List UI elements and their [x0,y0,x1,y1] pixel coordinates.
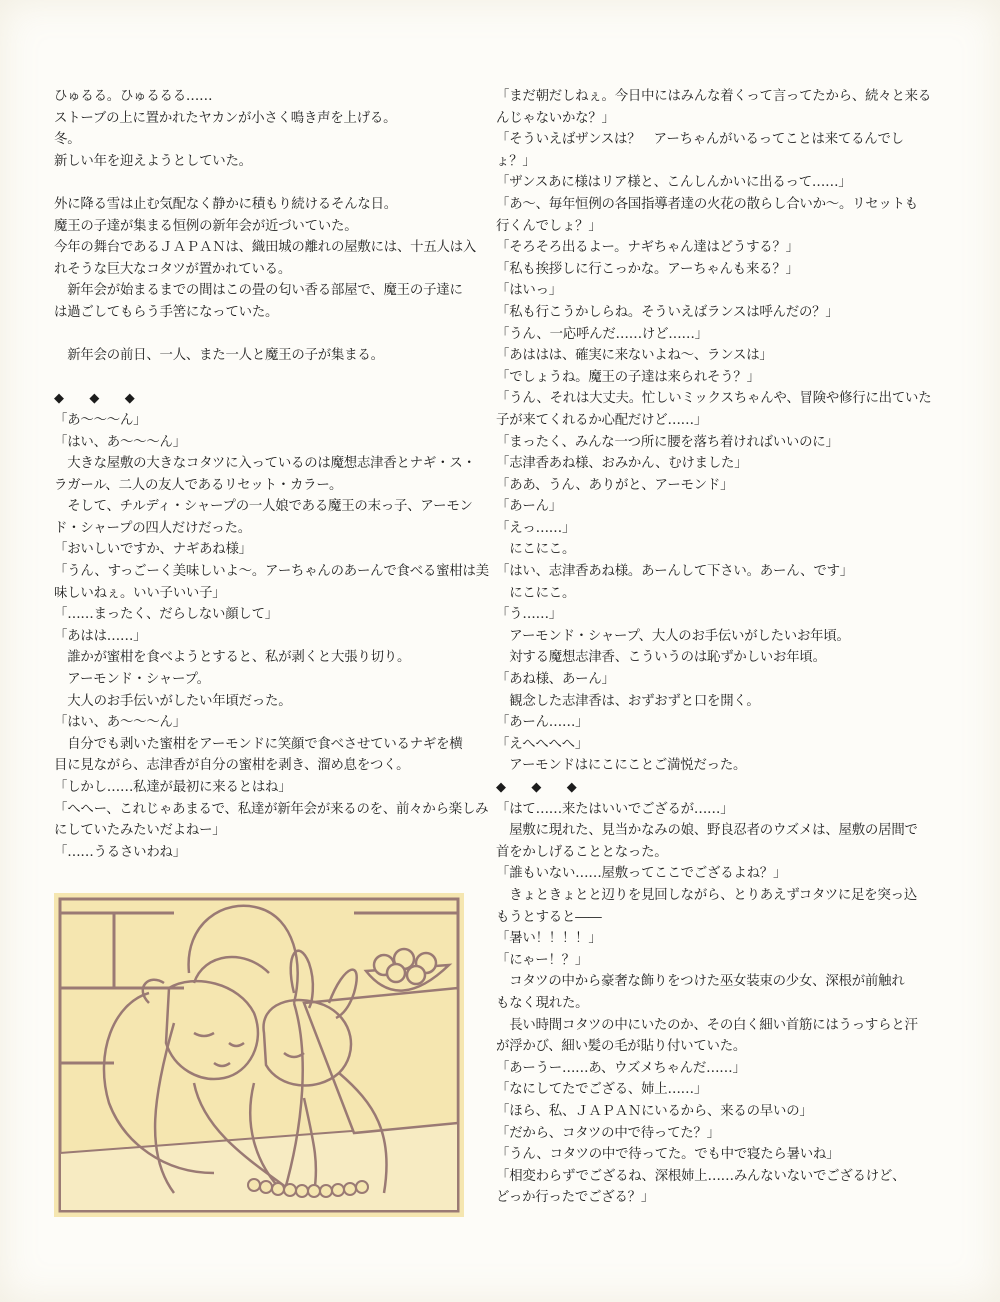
text-line: 「なにしてたでござる、姉上……」 [496,1082,708,1098]
text-line: んじゃないかな？」 [496,110,615,126]
text-line: 「私も挨拶しに行こっかな。アーちゃんも来る？」 [496,261,799,277]
text-line: 新しい年を迎えようとしていた。 [54,153,252,169]
text-line: 「うん、それは大丈夫。忙しいミックスちゃんや、冒険や修行に出ていた [496,391,932,407]
text-line: 長い時間コタツの中にいたのか、その白く細い首筋にはうっすらと汗 [496,1017,918,1033]
text-line: 行くんでしょ？」 [496,218,602,234]
text-line: 「へへー、これじゃあまるで、私達が新年会が来るのを、前々から楽しみ [54,801,489,817]
text-line: 屋敷に現れた、見当かなみの娘、野良忍者のウズメは、屋敷の居間で [496,823,918,839]
text-line: 「志津香あね様、おみかん、むけました」 [496,456,748,472]
text-line: 「おいしいですか、ナギあね様」 [54,542,252,558]
text-line: 外に降る雪は止む気配なく静かに積もり続けるそんな日。 [54,196,397,212]
text-line: 大きな屋敷の大きなコタツに入っているのは魔想志津香とナギ・ス・ [54,456,476,472]
text-line: 「ほら、私、ＪＡＰＡＮにいるから、来るの早いの」 [496,1103,813,1119]
text-line: 「はて……来たはいいでござるが……」 [496,801,734,817]
text-line: 「うん、すっごーく美味しいよ〜。アーちゃんのあーんで食べる蜜柑は美 [54,564,489,580]
text-line: れそうな巨大なコタツが置かれている。 [54,261,292,277]
right-text-column [496,86,932,1209]
text-line: 自分でも剥いた蜜柑をアーモンドに笑顔で食べさせているナギを横 [54,736,463,752]
text-line: そして、チルディ・シャープの一人娘である魔王の末っ子、アーモン [54,499,473,515]
text-line: 「えっ……」 [496,520,576,536]
text-line: 「うん、コタツの中で待ってた。でも中で寝たら暑いね」 [496,1147,840,1163]
text-line: 「あね様、あーん」 [496,672,615,688]
text-line: 子が来てくれるか心配だけど……」 [496,412,708,428]
kotatsu-illustration [54,893,464,1217]
text-line: 大人のお手伝いがしたい年頃だった。 [54,693,292,709]
text-line: 「にゃー！？」 [496,952,589,968]
text-line: 「あ〜〜〜ん」 [54,412,147,428]
text-line: 「だから、コタツの中で待ってた？」 [496,1125,720,1141]
text-line: は過ごしてもらう手筈になっていた。 [54,304,279,320]
text-line: 「しかし……私達が最初に来るとはね」 [54,780,292,795]
text-line: が浮かび、細い髪の毛が貼り付いていた。 [496,1039,747,1055]
text-line: 「あーうー……あ、ウズメちゃんだ……」 [496,1060,746,1076]
text-line: 「あ〜、毎年恒例の各国指導者達の火花の散らし合いか〜。リセットも [496,196,918,212]
text-line: 「う……」 [496,607,562,623]
left-text-column [54,86,489,863]
text-line: 今年の舞台であるＪＡＰＡＮは、織田城の離れの屋敷には、十五人は入 [54,240,477,256]
text-line: 「はいっ」 [496,283,562,299]
text-line: もなく現れた。 [496,995,589,1011]
text-line: ド・シャープの四人だけだった。 [54,520,251,536]
text-line: 冬。 [54,132,81,148]
text-line: ょ？」 [496,153,536,169]
text-line: 「まだ朝だしねぇ。今日中にはみんな着くって言ってたから、続々と来る [496,89,932,104]
scene-break: ◆ ◆ ◆ [496,780,577,795]
text-line: 「ザンスあに様はリア様と、こんしんかいに出るって……」 [496,175,852,191]
text-line: きょときょとと辺りを見回しながら、とりあえずコタツに足を突っ込 [496,887,918,903]
text-line: 「そういえばザンスは？ アーちゃんがいるってことは来てるんでし [496,132,904,148]
text-line: 誰かが蜜柑を食べようとすると、私が剥くと大張り切り。 [54,650,411,666]
text-line: にしていたみたいだよねー」 [54,823,226,839]
text-line: 「まったく、みんな一つ所に腰を落ち着ければいいのに」 [496,434,839,450]
text-line: どっか行ったでござる？」 [496,1190,655,1206]
text-line: 「ああ、うん、ありがと、アーモンド」 [496,477,734,493]
text-line: アーモンド・シャープ、大人のお手伝いがしたいお年頃。 [496,628,850,644]
text-line: 「はい、あ〜〜〜ん」 [54,434,186,450]
text-line: 新年会が始まるまでの間はこの畳の匂い香る部屋で、魔王の子達に [54,283,463,299]
paragraph-gap [54,172,469,194]
text-line: 「あははは、確実に来ないよね〜、ランスは」 [496,348,773,364]
text-line: 目に見ながら、志津香が自分の蜜柑を剥き、溜め息をつく。 [54,758,410,774]
text-line: 魔王の子達が集まる恒例の新年会が近づいていた。 [54,218,358,234]
text-line: もうとすると―― [496,909,602,925]
text-line: 「えへへへへ」 [496,736,589,752]
text-line: ひゅるる。ひゅるるる…… [54,89,213,104]
illustration-drawing [54,893,464,1217]
text-line: 新年会の前日、一人、また一人と魔王の子が集まる。 [54,348,384,364]
text-line: 「……まったく、だらしない顔して」 [54,607,278,623]
text-line: アーモンドはにこにことご満悦だった。 [496,758,747,774]
text-line: 「私も行こうかしらね。そういえばランスは呼んだの？」 [496,304,839,320]
text-line: ストーブの上に置かれたヤカンが小さく鳴き声を上げる。 [54,110,397,126]
text-line: にこにこ。 [496,542,576,558]
text-line: 「あーん」 [496,499,562,515]
text-line: 「暑い！！！！」 [496,931,602,947]
text-line: 首をかしげることとなった。 [496,844,668,860]
text-line: コタツの中から豪奢な飾りをつけた巫女装束の少女、深根が前触れ [496,974,905,990]
text-line: にこにこ。 [496,585,576,601]
text-line: ラガール、二人の友人であるリセット・カラー。 [54,477,343,493]
text-line: 「うん、一応呼んだ……けど……」 [496,326,708,342]
text-line: 「あはは……」 [54,628,147,644]
text-line: 「誰もいない……屋敷ってここでござるよね？」 [496,866,787,882]
paragraph-gap [54,367,469,389]
text-line: 「……うるさいわね」 [54,844,186,860]
text-line: 対する魔想志津香、こういうのは恥ずかしいお年頃。 [496,650,826,666]
text-line: 「でしょうね。魔王の子達は来られそう？」 [496,369,760,385]
text-line: 「はい、志津香あね様。あーんして下さい。あーん、です」 [496,564,853,580]
text-line: 味しいねぇ。いい子いい子」 [54,585,226,601]
paragraph-gap [54,324,469,346]
text-line: アーモンド・シャープ。 [54,672,210,688]
text-line: 観念した志津香は、おずおずと口を開く。 [496,693,760,709]
scene-break: ◆ ◆ ◆ [54,391,135,407]
text-line: 「相変わらずでござるね、深根姉上……みんないないでござるけど、 [496,1168,906,1184]
text-line: 「そろそろ出るよー。ナギちゃん達はどうする？」 [496,240,799,256]
text-line: 「はい、あ〜〜〜ん」 [54,715,186,731]
text-line: 「あーん……」 [496,715,589,731]
